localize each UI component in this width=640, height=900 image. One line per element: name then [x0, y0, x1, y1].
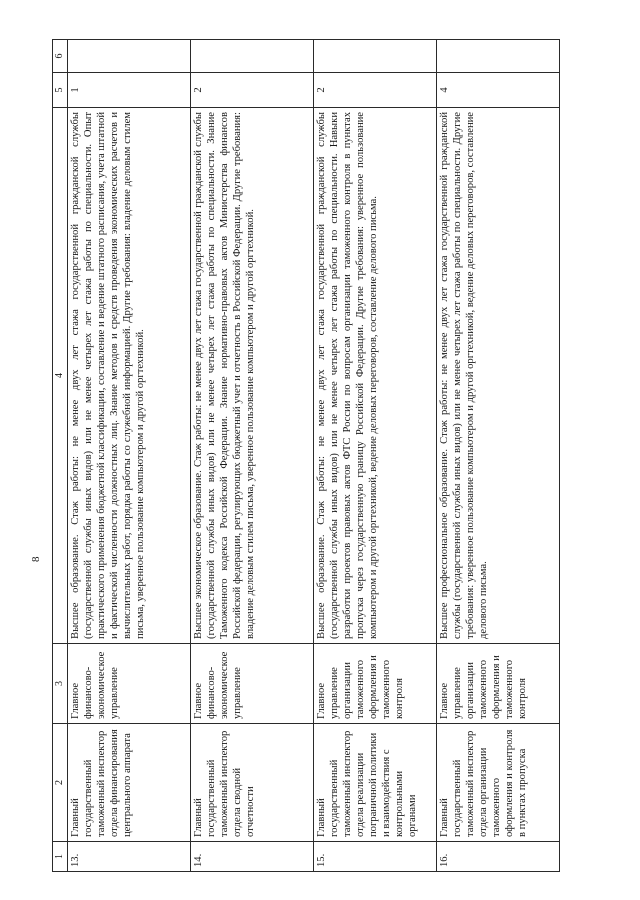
- table-row: [314, 40, 437, 872]
- vacancy-table: [52, 39, 560, 872]
- vacancy-count: 1: [68, 73, 191, 108]
- requirements: Высшее профессиональное образование. Стаж работы: не менее двух лет стажа государственной гражданской службы (государственной службы иных видов) или не менее четырех лет стажа работы по специальности. Другие требования: уверенное пользование компьютером и другой оргтехникой, ведение деловых переговоров, составление делового письма.: [437, 108, 560, 644]
- row-number: 15.: [314, 842, 437, 872]
- note: [437, 40, 560, 73]
- department: Главное управление организации таможенного оформления и таможенного контроля: [437, 644, 560, 724]
- position-title: Главный государственный таможенный инспектор отдела реализации пограничной политики и взаимодействия с контрольными органами: [314, 724, 437, 842]
- vacancy-count: 2: [314, 73, 437, 108]
- column-number-row: [53, 40, 68, 872]
- page-number: 8: [30, 556, 42, 562]
- header-col-6: 6: [53, 40, 68, 73]
- header-col-2: 2: [53, 724, 68, 842]
- header-col-3: 3: [53, 644, 68, 724]
- note: [314, 40, 437, 73]
- header-col-4: 4: [53, 108, 68, 644]
- row-number: 14.: [191, 842, 314, 872]
- row-number: 13.: [68, 842, 191, 872]
- department: Главное финансово-экономическое управление: [191, 644, 314, 724]
- table-row: [68, 40, 191, 872]
- row-number: 16.: [437, 842, 560, 872]
- requirements: Высшее образование. Стаж работы: не менее двух лет стажа государственной гражданской службы (государственной службы иных видов) или не менее четырех лет стажа работы по специальности. Опыт практического применения бюджетной классификации, составление и ведение штатного расписания, учета штатной и фактической численности должностных лиц. Знание методов и средств проведения экономических расчетов и вычислительных работ, порядка работы со служебной информацией. Другие требования: владение деловым стилем письма, уверенное пользование компьютером и другой оргтехникой.: [68, 108, 191, 644]
- position-title: Главный государственный таможенный инспектор отдела сводной отчетности: [191, 724, 314, 842]
- note: [68, 40, 191, 73]
- vacancy-count: 4: [437, 73, 560, 108]
- table-row: [437, 40, 560, 872]
- note: [191, 40, 314, 73]
- header-col-1: 1: [53, 842, 68, 872]
- vacancy-count: 2: [191, 73, 314, 108]
- position-title: Главный государственный таможенный инспектор отдела финансирования центрального аппарата: [68, 724, 191, 842]
- rotated-table-container: [30, 40, 592, 872]
- department: Главное финансово-экономическое управление: [68, 644, 191, 724]
- position-title: Главный государственный таможенный инспектор отдела организации таможенного оформления и контроля в пунктах пропуска: [437, 724, 560, 842]
- department: Главное управление организации таможенного оформления и таможенного контроля: [314, 644, 437, 724]
- table-row: [191, 40, 314, 872]
- requirements: Высшее образование. Стаж работы: не менее двух лет стажа государственной гражданской службы (государственной службы иных видов) или не менее четырех лет стажа работы по специальности. Навыки разработки проектов правовых актов ФТС России по вопросам организации таможенного контроля в пунктах пропуска через государственную границу Российской Федерации. Другие требования: уверенное пользование компьютером и другой оргтехникой, ведение деловых переговоров, составление делового письма.: [314, 108, 437, 644]
- requirements: Высшее экономическое образование. Стаж работы: не менее двух лет стажа государственной гражданской службы (государственной службы иных видов) или не менее четырех лет стажа работы по специальности. Знание Таможенного кодекса Российской Федерации. Знание нормативно-правовых актов Министерства финансов Российской федерации, регулирующих бюджетный учет и отчетность в Российской Федерации. Другие требования: владение деловым стилем письма, уверенное пользование компьютером и другой оргтехникой.: [191, 108, 314, 644]
- header-col-5: 5: [53, 73, 68, 108]
